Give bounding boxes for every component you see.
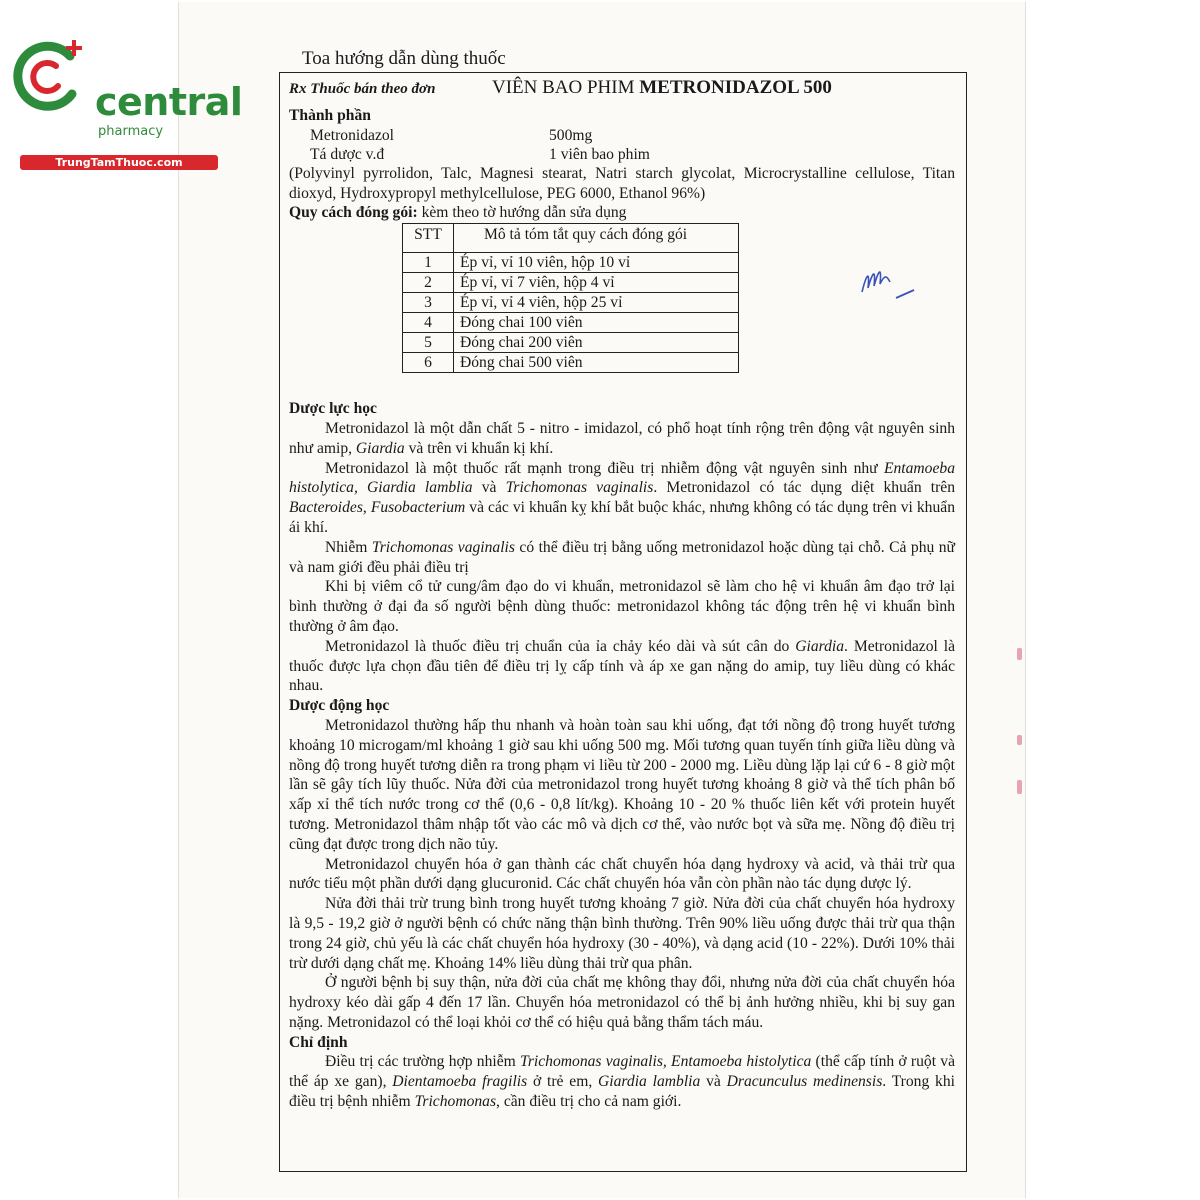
stt-cell: 2	[403, 273, 454, 293]
italic-term: Trichomonas	[414, 1093, 497, 1111]
product-name: METRONIDAZOL 500	[639, 77, 832, 98]
ingredient-name: Metronidazol	[310, 126, 395, 144]
italic-term: Entamoeba histolytica, Giardia lamblia	[289, 459, 955, 497]
desc-cell: Đóng chai 500 viên	[454, 353, 739, 373]
text: và các vi khuẩn kỵ khí bắt buộc khác, nhưng không có tác dụng trên vi khuẩn ái khí.	[289, 499, 955, 536]
product-prefix: VIÊN BAO PHIM	[492, 77, 635, 98]
table-header-row	[403, 224, 739, 253]
stt-cell: 5	[403, 333, 454, 353]
table-row	[403, 313, 739, 333]
packaging-line	[289, 203, 955, 223]
excipients-list: (Polyvinyl pyrrolidon, Talc, Magnesi stearat, Natri starch glycolat, Microcrystalline cellulose, Titan dioxyd, Hydroxypropyl methylcellulose, PEG 6000, Ethanol 96%)	[289, 164, 955, 202]
paragraph	[289, 459, 955, 538]
italic-term: Trichomonas vaginalis, Entamoeba histolytica	[520, 1053, 812, 1071]
italic-term: Dracunculus medinensis	[726, 1073, 883, 1091]
italic-term: Giardia	[355, 439, 405, 457]
page-edge-mark	[1017, 780, 1022, 794]
text: Metronidazol là một dẫn chất 5 - nitro - imidazol, có phổ hoạt tính rộng trên động vật nguyên sinh như amip,	[289, 419, 955, 457]
text: và trên vi khuẩn kị khí.	[404, 439, 554, 457]
text: ,	[362, 499, 371, 517]
table-row	[403, 253, 739, 273]
packaging-heading: Quy cách đóng gói:	[289, 204, 418, 222]
text: . Trong khi điều trị bệnh nhiễm	[289, 1073, 955, 1111]
paragraph	[289, 419, 955, 459]
paragraph	[289, 538, 955, 578]
pharmacokinetics-heading: Dược động học	[289, 697, 390, 715]
pharmacodynamics-heading: Dược lực học	[289, 400, 377, 418]
paragraph	[289, 1052, 955, 1111]
ingredient-amount: 1 viên bao phim	[549, 145, 650, 163]
logo-domain: TrungTamThuoc.com	[20, 155, 218, 170]
italic-term: Trichomonas vaginalis	[371, 538, 515, 556]
text: Nhiễm	[325, 538, 372, 556]
product-title	[492, 78, 832, 98]
text: và	[472, 479, 506, 497]
text: Metronidazol là thuốc điều trị chuẩn của ỉa chảy kéo dài và sút cân do	[325, 637, 796, 655]
leaflet-content	[289, 76, 955, 1112]
text: . Metronidazol là thuốc được lựa chọn đầu tiên để điều trị lỵ cấp tính và áp xe gan nặng do amip, tuy liều dùng có khác nhau.	[289, 637, 955, 695]
desc-cell: Ép vỉ, vỉ 7 viên, hộp 4 vỉ	[454, 273, 739, 293]
text: (thể cấp tính ở ruột và thể áp xe gan),	[289, 1053, 955, 1091]
col-stt: STT	[403, 224, 454, 253]
text: . Metronidazol có tác dụng diệt khuẩn trên	[653, 479, 955, 497]
central-pharmacy-logo[interactable]	[8, 36, 243, 169]
header-line	[289, 76, 955, 106]
stt-cell: 4	[403, 313, 454, 333]
logo-subtitle: pharmacy	[98, 124, 164, 139]
desc-cell: Đóng chai 100 viên	[454, 313, 739, 333]
page-edge-mark	[1017, 648, 1022, 660]
italic-term: Trichomonas vaginalis	[505, 479, 654, 497]
table-row	[403, 353, 739, 373]
col-desc: Mô tả tóm tắt quy cách đóng gói	[454, 224, 739, 253]
stt-cell: 3	[403, 293, 454, 313]
text: , cần điều trị cho cả nam giới.	[496, 1093, 682, 1111]
paragraph: Khi bị viêm cổ tử cung/âm đạo do vi khuẩn, metronidazol sẽ làm cho hệ vi khuẩn âm đạo trở lại bình thường ở đại đa số người bệnh dùng thuốc: metronidazol không tác động trên hệ vi khuẩn bình thường ở âm đạo.	[289, 578, 955, 635]
paragraph	[289, 637, 955, 696]
text: Metronidazol là một thuốc rất mạnh trong điều trị nhiễm động vật nguyên sinh như	[325, 459, 884, 477]
packaging-table	[402, 223, 739, 373]
composition-heading: Thành phần	[289, 107, 371, 124]
text: và	[700, 1073, 727, 1091]
paragraph: Ở người bệnh bị suy thận, nửa đời của chất mẹ không thay đổi, nhưng nửa đời của chất chuyển hóa hydroxy kéo dài gấp 4 đến 17 lần. Chuyển hóa metronidazol có thể bị ảnh hưởng nhiều, khi bị suy gan nặng. Metronidazol có thể loại khỏi cơ thể có hiệu quả bằng thẩm tách máu.	[289, 974, 955, 1031]
italic-term: Bacteroides	[289, 499, 363, 517]
ingredient-amount: 500mg	[549, 126, 593, 144]
text: có thể điều trị bằng uống metronidazol hoặc dùng tại chỗ. Cả phụ nữ và nam giới đều phải điều trị	[289, 538, 955, 576]
logo-c-mark-icon	[8, 36, 94, 116]
italic-term: Giardia	[795, 637, 845, 655]
packaging-note: kèm theo tờ hướng dẫn sửa dụng	[417, 204, 627, 222]
desc-cell: Ép vỉ, vỉ 4 viên, hộp 25 vỉ	[454, 293, 739, 313]
italic-term: Dientamoeba fragilis	[392, 1073, 528, 1091]
ingredient-name: Tá dược v.đ	[310, 145, 385, 163]
rx-label: Rx Thuốc bán theo đơn	[289, 81, 436, 97]
stt-cell: 1	[403, 253, 454, 273]
table-row	[403, 333, 739, 353]
composition-row	[289, 126, 955, 145]
text: ở trẻ em,	[527, 1073, 599, 1091]
logo-brand: central	[95, 80, 243, 124]
stt-cell: 6	[403, 353, 454, 373]
desc-cell: Ép vỉ, vỉ 10 viên, hộp 10 vỉ	[454, 253, 739, 273]
table-row	[403, 273, 739, 293]
paragraph: Metronidazol chuyển hóa ở gan thành các chất chuyển hóa dạng hydroxy và acid, và thải trừ qua nước tiểu một phần dưới dạng glucuronid. Các chất chuyển hóa vẫn còn phần nào tác dụng dược lý.	[289, 855, 955, 893]
paragraph: Nửa đời thải trừ trung bình trong huyết tương khoảng 7 giờ. Nửa đời của chất chuyển hóa hydroxy là 9,5 - 19,2 giờ ở người bệnh có chức năng thận bình thường. Trên 90% liều uống được thải trừ qua thận trong 24 giờ, chủ yếu là các chất chuyển hóa hydroxy (30 - 40%), và dạng acid (10 - 22%). Dưới 10% thải trừ dưới dạng chất mẹ. Khoảng 14% liều dùng thải trừ qua phân.	[289, 895, 955, 972]
page-edge-mark	[1017, 735, 1022, 745]
italic-term: Fusobacterium	[370, 499, 466, 517]
composition-row	[289, 145, 955, 164]
paragraph: Metronidazol thường hấp thu nhanh và hoàn toàn sau khi uống, đạt tới nồng độ trong huyết tương khoảng 10 microgam/ml khoảng 1 giờ sau khi uống 500 mg. Mối tương quan tuyến tính giữa liều dùng và nồng độ trong huyết tương diễn ra trong phạm vi liều từ 200 - 2000 mg. Liều dùng lặp lại cứ 6 - 8 giờ một lần sẽ gây tích lũy thuốc. Nửa đời của metronidazol trong huyết tương khoảng 8 giờ và thể tích phân bố xấp xỉ thể tích nước trong cơ thể (0,6 - 0,8 lít/kg). Khoảng 10 - 20 % thuốc liên kết với protein huyết tương. Metronidazol thâm nhập tốt vào các mô và dịch cơ thể, vào nước bọt và sữa mẹ. Nồng độ điều trị cũng đạt được trong dịch não tủy.	[289, 716, 955, 853]
table-row	[403, 293, 739, 313]
desc-cell: Đóng chai 200 viên	[454, 333, 739, 353]
text: Điều trị các trường hợp nhiễm	[325, 1053, 521, 1071]
italic-term: Giardia lamblia	[598, 1073, 701, 1091]
document-title: Toa hướng dẫn dùng thuốc	[302, 48, 506, 69]
indications-heading: Chỉ định	[289, 1033, 348, 1051]
